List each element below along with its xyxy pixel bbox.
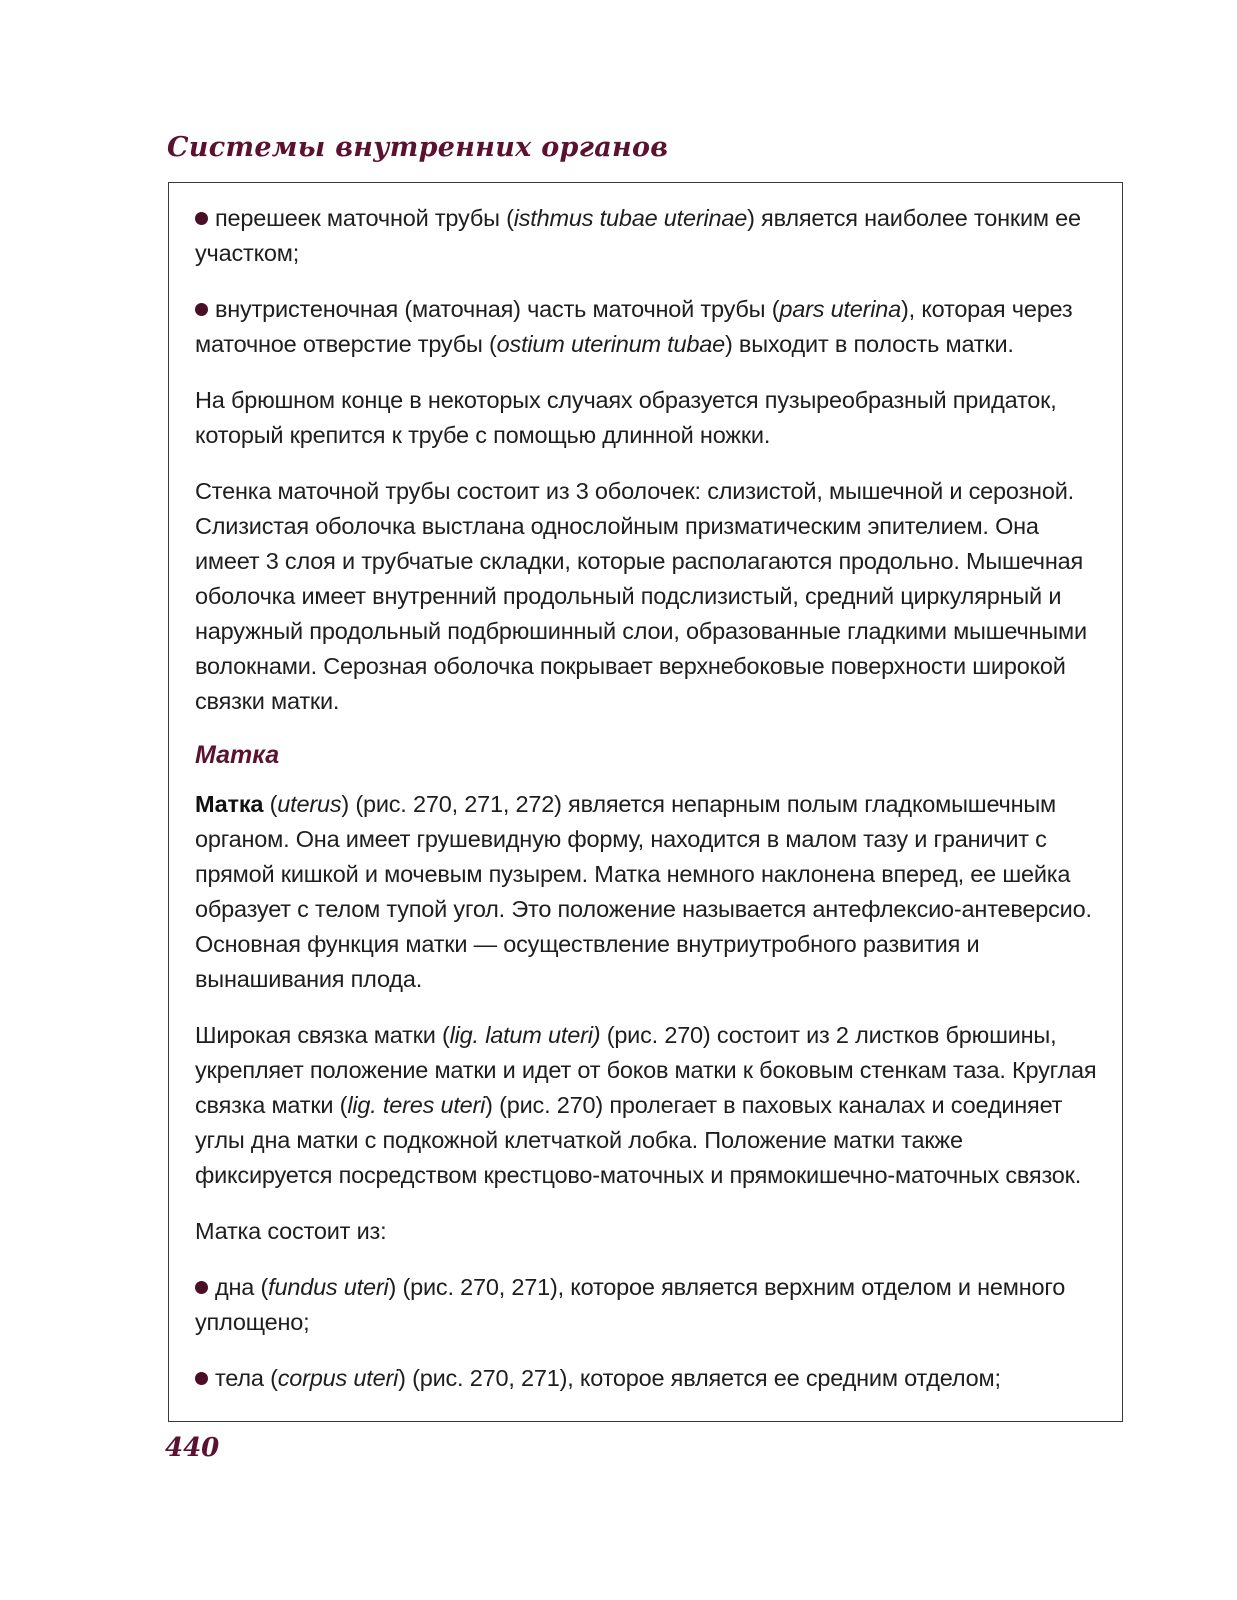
latin-term: lig. latum uteri) xyxy=(449,1022,601,1048)
paragraph-uterus xyxy=(195,787,1098,997)
text-run: ) является наиболее тонким ее участком; xyxy=(195,205,1081,266)
text-run: ) (рис. 270, 271), которое является ее средним отделом; xyxy=(398,1365,1001,1391)
paragraph-tube-wall: Стенка маточной трубы состоит из 3 оболочек: слизистой, мышечной и серозной. Слизистая оболочка выстлана однослойным призматическим эпителием. Она имеет 3 слоя и трубчатые складки, которые располагаются продольно. Мышечная оболочка имеет внутренний продольный подслизистый, средний циркулярный и наружный продольный подбрюшинный слои, образованные гладкими мышечными волокнами. Серозная оболочка покрывает верхнебоковые поверхности широкой связки матки. xyxy=(195,478,1087,714)
paragraph-parts-intro: Матка состоит из: xyxy=(195,1218,387,1244)
latin-term: ostium uterinum tubae xyxy=(496,331,725,357)
bullet-icon xyxy=(195,1281,208,1294)
text-run: перешеек маточной трубы ( xyxy=(215,205,514,231)
latin-term: uterus xyxy=(277,791,342,817)
text-run: ) выходит в полость матки. xyxy=(724,331,1014,357)
text-run: внутристеночная (маточная) часть маточной трубы ( xyxy=(215,296,780,322)
text-run: тела ( xyxy=(215,1365,278,1391)
bullet-icon xyxy=(195,212,208,225)
latin-term: lig. teres uteri xyxy=(347,1092,486,1118)
text-run: ) (рис. 270) пролегает в паховых каналах и соединяет углы дна матки с подкожной клетчаткой лобка. Положение матки также фиксируется посредством крестцово-маточных и прямокишечно-маточных связок. xyxy=(195,1092,1082,1188)
paragraph-ligaments xyxy=(195,1018,1098,1193)
term-bold: Матка xyxy=(195,791,264,817)
bullet-item-pars-uterina xyxy=(195,292,1098,362)
bullet-icon xyxy=(195,303,208,316)
latin-term: corpus uteri xyxy=(277,1365,399,1391)
bullet-item-isthmus xyxy=(195,201,1098,271)
page-number: 440 xyxy=(165,1433,220,1463)
paragraph-appendage: На брюшном конце в некоторых случаях образуется пузыреобразный придаток, который крепится к трубе с помощью длинной ножки. xyxy=(195,387,1057,448)
bullet-item-fundus xyxy=(195,1270,1098,1340)
section-heading: Матка xyxy=(195,741,280,769)
text-run: дна ( xyxy=(215,1274,269,1300)
bullet-icon xyxy=(195,1372,208,1385)
content-frame xyxy=(168,182,1123,1422)
latin-term: pars uterina xyxy=(779,296,902,322)
running-title: Системы внутренних органов xyxy=(167,132,669,163)
text-run: (рис. 270) состоит из 2 листков брюшины, укрепляет положение матки и идет от боков матки к боковым стенкам таза. Круглая связка матки ( xyxy=(195,1022,1097,1118)
text-run: ), которая через маточное отверстие трубы ( xyxy=(195,296,1073,357)
text-run: ( xyxy=(263,791,278,817)
text-run: ) (рис. 270, 271, 272) является непарным полым гладкомышечным органом. Она имеет грушевидную форму, находится в малом тазу и граничит с прямой кишкой и мочевым пузырем. Матка немного наклонена вперед, ее шейка образует с телом тупой угол. Это положение называется антефлексио-антеверсио. Основная функция матки — осуществление внутриутробного развития и вынашивания плода. xyxy=(195,791,1092,992)
text-run: Широкая связка матки ( xyxy=(195,1022,450,1048)
latin-term: fundus uteri xyxy=(268,1274,389,1300)
text-run: ) (рис. 270, 271), которое является верхним отделом и немного уплощено; xyxy=(195,1274,1066,1335)
bullet-item-corpus xyxy=(195,1361,1098,1396)
latin-term: isthmus tubae uterinae xyxy=(513,205,748,231)
